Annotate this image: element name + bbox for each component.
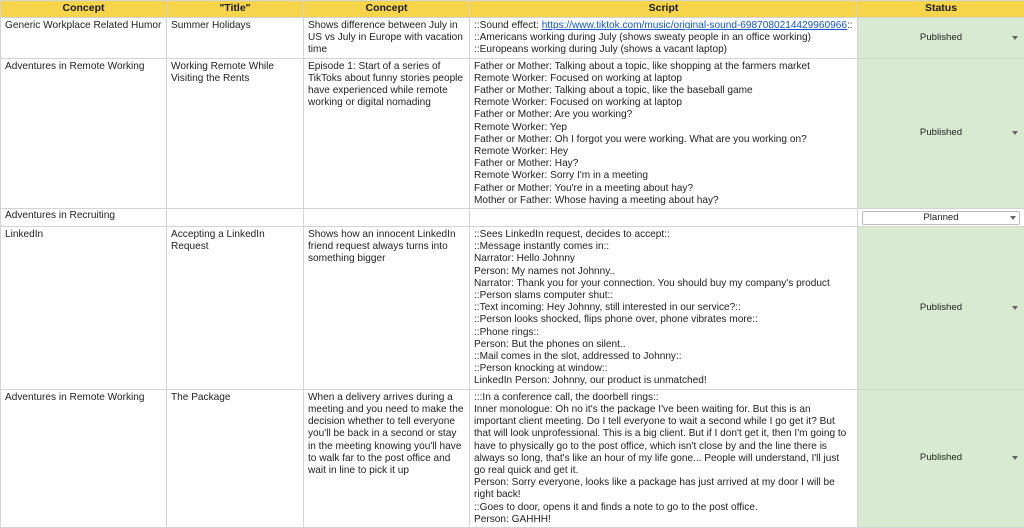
script-line: ::Europeans working during July (shows a vacant laptop) bbox=[474, 44, 853, 56]
table-row bbox=[1, 209, 1024, 227]
script-line: Person: GAHHH! bbox=[474, 514, 853, 526]
cell-description[interactable]: Episode 1: Start of a series of TikToks about funny stories people have experienced while remote working or digital nomading bbox=[304, 58, 470, 208]
script-line: ::Person knocking at window:: bbox=[474, 363, 853, 375]
script-line: Mother or Father: Whose having a meeting about hay? bbox=[474, 195, 853, 207]
script-line: Father or Mother: Talking about a topic, like shopping at the farmers market bbox=[474, 61, 853, 73]
script-line: Remote Worker: Sorry I'm in a meeting bbox=[474, 170, 853, 182]
script-line: Narrator: Hello Johnny bbox=[474, 253, 853, 265]
cell-description[interactable]: Shows how an innocent LinkedIn friend request always turns into something bigger bbox=[304, 227, 470, 390]
cell-status[interactable] bbox=[858, 58, 1024, 208]
script-line: Person: Sorry everyone, looks like a package has just arrived at my door I will be right back! bbox=[474, 477, 853, 501]
cell-title[interactable]: Summer Holidays bbox=[167, 18, 304, 59]
status-dropdown[interactable] bbox=[858, 127, 1024, 139]
chevron-down-icon[interactable] bbox=[1012, 306, 1018, 310]
script-line: ::Mail comes in the slot, addressed to Johnny:: bbox=[474, 351, 853, 363]
cell-status[interactable] bbox=[858, 227, 1024, 390]
chevron-down-icon[interactable] bbox=[1012, 36, 1018, 40]
script-line: Father or Mother: You're in a meeting about hay? bbox=[474, 183, 853, 195]
script-line: ::Goes to door, opens it and finds a note to go to the post office. bbox=[474, 502, 853, 514]
script-line: ::Phone rings:: bbox=[474, 327, 853, 339]
script-line: ::Person slams computer shut:: bbox=[474, 290, 853, 302]
script-line: ::Sees LinkedIn request, decides to accept:: bbox=[474, 229, 853, 241]
chevron-down-icon[interactable] bbox=[1012, 131, 1018, 135]
table-row bbox=[1, 58, 1024, 208]
cell-concept[interactable]: Adventures in Remote Working bbox=[1, 58, 167, 208]
status-value: Published bbox=[920, 127, 962, 138]
script-line: Father or Mother: Talking about a topic, like the baseball game bbox=[474, 85, 853, 97]
script-line: ::Americans working during July (shows sweaty people in an office working) bbox=[474, 32, 853, 44]
status-value: Published bbox=[920, 452, 962, 463]
script-line: ::Message instantly comes in:: bbox=[474, 241, 853, 253]
cell-script[interactable] bbox=[470, 209, 858, 227]
cell-concept[interactable]: Adventures in Recruiting bbox=[1, 209, 167, 227]
script-line: Remote Worker: Hey bbox=[474, 146, 853, 158]
script-line: Remote Worker: Focused on working at laptop bbox=[474, 97, 853, 109]
tiktok-link[interactable]: https://www.tiktok.com/music/original-sound-6987080214429960966 bbox=[542, 20, 847, 31]
status-dropdown[interactable] bbox=[858, 32, 1024, 44]
cell-title[interactable]: Working Remote While Visiting the Rents bbox=[167, 58, 304, 208]
cell-status[interactable] bbox=[858, 209, 1024, 227]
table-row bbox=[1, 18, 1024, 59]
status-value: Published bbox=[920, 32, 962, 43]
chevron-down-icon[interactable] bbox=[1010, 216, 1016, 220]
script-line: Father or Mother: Are you working? bbox=[474, 109, 853, 121]
script-line: Remote Worker: Yep bbox=[474, 122, 853, 134]
status-dropdown[interactable] bbox=[858, 452, 1024, 464]
script-line: Person: My names not Johnny.. bbox=[474, 266, 853, 278]
cell-script[interactable] bbox=[470, 389, 858, 527]
script-line: Person: But the phones on silent.. bbox=[474, 339, 853, 351]
status-value: Planned bbox=[923, 212, 958, 223]
script-line: Father or Mother: Hay? bbox=[474, 158, 853, 170]
cell-script[interactable] bbox=[470, 227, 858, 390]
header-concept[interactable]: Concept bbox=[1, 1, 167, 18]
script-link-suffix: :: bbox=[847, 20, 853, 31]
cell-description[interactable]: Shows difference between July in US vs July in Europe with vacation time bbox=[304, 18, 470, 59]
cell-concept[interactable]: Generic Workplace Related Humor bbox=[1, 18, 167, 59]
script-line: Narrator: Thank you for your connection. You should buy my company's product bbox=[474, 278, 853, 290]
script-line: LinkedIn Person: Johnny, our product is unmatched! bbox=[474, 375, 853, 387]
table-row bbox=[1, 389, 1024, 527]
script-link-prefix: ::Sound effect: bbox=[474, 20, 542, 31]
cell-title[interactable]: Accepting a LinkedIn Request bbox=[167, 227, 304, 390]
cell-concept[interactable]: LinkedIn bbox=[1, 227, 167, 390]
chevron-down-icon[interactable] bbox=[1012, 456, 1018, 460]
script-line: :::In a conference call, the doorbell rings:: bbox=[474, 392, 853, 404]
status-dropdown[interactable] bbox=[862, 211, 1020, 225]
script-line: ::Person looks shocked, flips phone over, phone vibrates more:: bbox=[474, 314, 853, 326]
cell-description[interactable] bbox=[304, 209, 470, 227]
header-title[interactable]: "Title" bbox=[167, 1, 304, 18]
header-status[interactable]: Status bbox=[858, 1, 1024, 18]
script-line: Father or Mother: Oh I forgot you were working. What are you working on? bbox=[474, 134, 853, 146]
script-line: ::Text incoming: Hey Johnny, still interested in our service?:: bbox=[474, 302, 853, 314]
cell-description[interactable]: When a delivery arrives during a meeting and you need to make the decision whether to tell everyone you'll be back in a second or stay in the meeting knowing you'll have to walk far to the post office and wait in line to pick it up bbox=[304, 389, 470, 527]
cell-title[interactable] bbox=[167, 209, 304, 227]
cell-status[interactable] bbox=[858, 18, 1024, 59]
script-line: Remote Worker: Focused on working at laptop bbox=[474, 73, 853, 85]
header-concept-description[interactable]: Concept bbox=[304, 1, 470, 18]
cell-status[interactable] bbox=[858, 389, 1024, 527]
cell-script[interactable] bbox=[470, 58, 858, 208]
header-row bbox=[1, 1, 1024, 18]
cell-concept[interactable]: Adventures in Remote Working bbox=[1, 389, 167, 527]
cell-script[interactable] bbox=[470, 18, 858, 59]
script-line: Inner monologue: Oh no it's the package I've been waiting for. But this is an important client meeting. Do I tell everyone to wait a second while I go get it? But that will look unprofessional. This is a big client. But if I don't get it, then I'm going to have to physically go to the post office, which isn't close by and the line there is always so long, that's like an hour of my life gone... People will understand, I'll just go real quick and get it. bbox=[474, 404, 853, 477]
header-script[interactable]: Script bbox=[470, 1, 858, 18]
table-row bbox=[1, 227, 1024, 390]
status-dropdown[interactable] bbox=[858, 302, 1024, 314]
cell-title[interactable]: The Package bbox=[167, 389, 304, 527]
status-value: Published bbox=[920, 302, 962, 313]
